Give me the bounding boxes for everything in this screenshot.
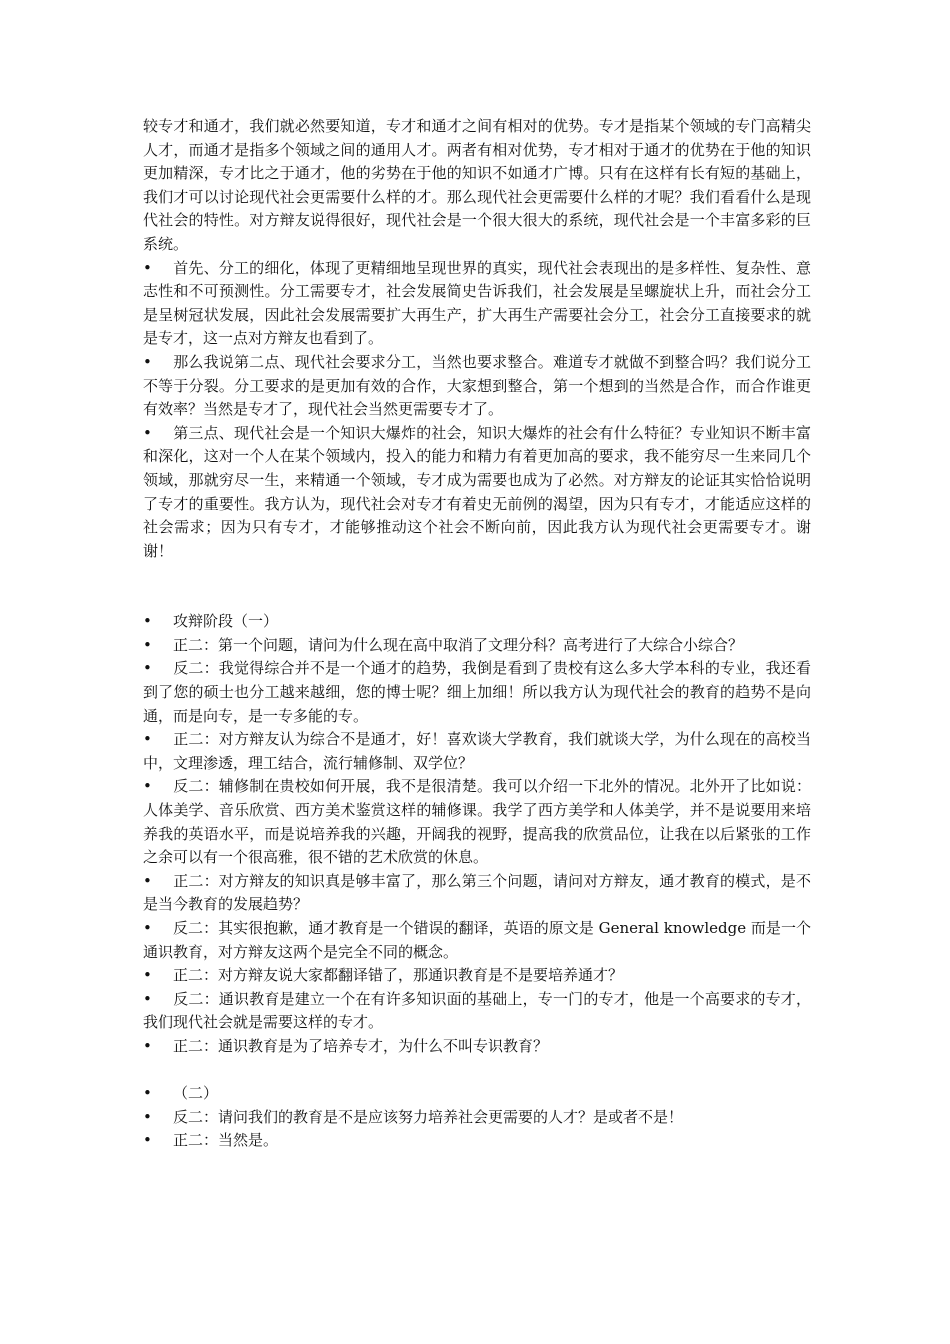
bullet-icon: • — [143, 635, 152, 654]
exchange-item — [143, 728, 811, 775]
bullet-icon: • — [143, 352, 152, 371]
section-spacer — [143, 1059, 811, 1083]
bullet-icon: • — [143, 777, 152, 796]
bullet-icon: • — [143, 730, 152, 749]
bullet-icon: • — [143, 919, 152, 937]
exchange-item — [143, 657, 811, 728]
section-spacer — [143, 563, 811, 610]
exchange-text: 反二：辅修制在贵校如何开展，我不是很清楚。我可以介绍一下北外的情况。北外开了比如说：人体美学、音乐欣赏、西方美术鉴赏这样的辅修课。我学了西方美学和人体美学，并不是说要用来培养我的英语水平，而是说培养我的兴趣，开阔我的视野，提高我的欣赏品位，让我在以后紧张的工作之余可以有一个很高雅，很不错的艺术欣赏的休息。 — [143, 777, 811, 867]
bullet-icon: • — [143, 659, 152, 678]
exchange-text: 反二：其实很抱歉，通才教育是一个错误的翻译，英语的原文是 General knowledge 而是一个通识教育，对方辩友这两个是完全不同的概念。 — [143, 919, 811, 961]
argument-point-text: 第三点、现代社会是一个知识大爆炸的社会，知识大爆炸的社会有什么特征？专业知识不断丰富和深化，这对一个人在某个领域内，投入的能力和精力有着更加高的要求，我不能穷尽一生来同几个领域，那就穷尽一生，来精通一个领域，专才成为需要也成为了必然。对方辩友的论证其实恰恰说明了专才的重要性。我方认为，现代社会对专才有着史无前例的渴望，因为只有专才，才能适应这样的社会需求；因为只有专才，才能够推动这个社会不断向前，因此我方认为现代社会更需要专才。谢谢！ — [143, 423, 811, 560]
exchange-text: 正二：对方辩友说大家都翻译错了，那通识教育是不是要培养通才？ — [173, 966, 624, 985]
bullet-icon: • — [143, 612, 152, 631]
argument-point-2 — [143, 351, 811, 422]
stage-two-heading — [143, 1082, 811, 1106]
exchange-text: 正二：通识教育是为了培养专才，为什么不叫专识教育？ — [173, 1036, 549, 1055]
exchange-item — [143, 1035, 811, 1059]
bullet-icon: • — [143, 423, 152, 442]
exchange-item — [143, 1106, 811, 1130]
argument-point-text: 那么我说第二点、现代社会要求分工，当然也要求整合。难道专才就做不到整合吗？我们说分工不等于分裂。分工要求的是更加有效的合作，大家想到整合，第一个想到的当然是合作，而合作谁更有效率？当然是专才了，现代社会当然更需要专才了。 — [143, 352, 811, 419]
exchange-text: 反二：我觉得综合并不是一个通才的趋势，我倒是看到了贵校有这么多大学本科的专业，我还看到了您的硕士也分工越来越细，您的博士呢？细上加细！所以我方认为现代社会的教育的趋势不是向通，而是向专，是一专多能的专。 — [143, 659, 811, 725]
bullet-icon: • — [143, 1107, 152, 1126]
exchange-text: 正二：当然是。 — [173, 1131, 279, 1150]
argument-point-3 — [143, 422, 811, 564]
exchange-item — [143, 634, 811, 658]
bullet-icon: • — [143, 966, 152, 985]
exchange-item — [143, 775, 811, 869]
exchange-item — [143, 988, 811, 1035]
exchange-text: 正二：对方辩友的知识真是够丰富了，那么第三个问题，请问对方辩友，通才教育的模式，是不是当今教育的发展趋势？ — [143, 871, 811, 914]
bullet-icon: • — [143, 871, 152, 890]
exchange-item — [143, 870, 811, 917]
exchange-text: 反二：通识教育是建立一个在有许多知识面的基础上，专一门的专才，他是一个高要求的专才，我们现代社会就是需要这样的专才。 — [143, 989, 811, 1032]
argument-point-1 — [143, 257, 811, 351]
exchange-text: 正二：第一个问题，请问为什么现在高中取消了文理分科？高考进行了大综合小综合？ — [173, 635, 744, 654]
bullet-icon: • — [143, 1084, 152, 1103]
argument-point-text: 首先、分工的细化，体现了更精细地呈现世界的真实，现代社会表现出的是多样性、复杂性、意志性和不可预测性。分工需要专才，社会发展简史告诉我们，社会发展是呈螺旋状上升，而社会分工是呈树冠状发展，因此社会发展需要扩大再生产，扩大再生产需要社会分工，社会分工直接要求的就是专才，这一点对方辩友也看到了。 — [143, 258, 811, 348]
exchange-item — [143, 917, 811, 964]
bullet-icon: • — [143, 1036, 152, 1055]
bullet-icon: • — [143, 989, 152, 1008]
document-body — [143, 115, 811, 1153]
exchange-text: 反二：请问我们的教育是不是应该努力培养社会更需要的人才？是或者不是！ — [173, 1107, 684, 1126]
exchange-item — [143, 1129, 811, 1153]
bullet-icon: • — [143, 258, 152, 277]
opening-paragraph: 较专才和通才，我们就必然要知道，专才和通才之间有相对的优势。专才是指某个领域的专门高精尖人才，而通才是指多个领域之间的通用人才。两者有相对优势，专才相对于通才的优势在于他的知识更加精深，专才比之于通才，他的劣势在于他的知识不如通才广博。只有在这样有长有短的基础上，我们才可以讨论现代社会更需要什么样的才。那么现代社会更需要什么样的才呢？我们看看什么是现代社会的特性。对方辩友说得很好，现代社会是一个很大很大的系统，现代社会是一个丰富多彩的巨系统。 — [143, 117, 811, 253]
exchange-text: 正二：对方辩友认为综合不是通才，好！喜欢谈大学教育，我们就谈大学，为什么现在的高校当中，文理渗透，理工结合，流行辅修制、双学位？ — [143, 730, 811, 772]
section-heading-text: （二） — [173, 1084, 219, 1103]
exchange-item — [143, 964, 811, 988]
stage-one-heading — [143, 610, 811, 634]
section-heading-text: 攻辩阶段（一） — [173, 612, 279, 631]
bullet-icon: • — [143, 1131, 152, 1150]
